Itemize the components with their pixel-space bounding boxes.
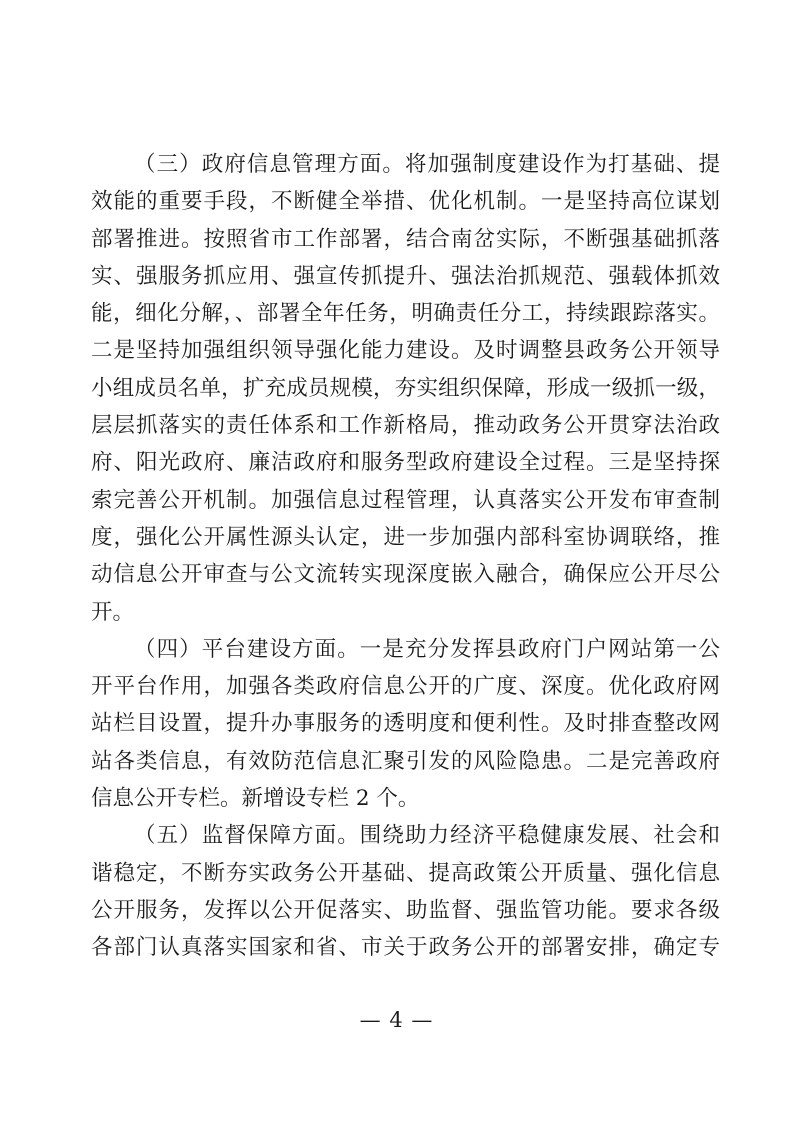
text-line: 信息公开专栏。新增设专栏 2 个。 (91, 786, 420, 812)
text-line: （三）政府信息管理方面。将加强制度建设作为打基础、提 (134, 152, 720, 177)
text-line: 索完善公开机制。加强信息过程管理，认真落实公开发布审查制 (91, 487, 720, 513)
text-line: 各部门认真落实国家和省、市关于政务公开的部署安排，确定专 (91, 935, 720, 961)
text-line: 度，强化公开属性源头认定，进一步加强内部科室协调联络，推 (91, 524, 720, 550)
text-line: 层层抓落实的责任体系和工作新格局，推动政务公开贯穿法治政 (91, 413, 720, 439)
text-line: 开平台作用，加强各类政府信息公开的广度、深度。优化政府网 (91, 674, 720, 700)
text-line: 开。 (91, 599, 135, 625)
text-line: 小组成员名单，扩充成员规模，夯实组织保障，形成一级抓一级， (91, 375, 720, 401)
page-number: — 4 — (359, 1008, 434, 1032)
text-line: 二是坚持加强组织领导强化能力建设。及时调整县政务公开领导 (91, 338, 720, 364)
text-line: 动信息公开审查与公文流转实现深度嵌入融合，确保应公开尽公 (91, 562, 720, 588)
text-line: 部署推进。按照省市工作部署，结合南岔实际，不断强基础抓落 (91, 226, 720, 252)
body-text-block (91, 146, 720, 967)
text-line: （五）监督保障方面。围绕助力经济平稳健康发展、社会和 (134, 823, 720, 849)
text-line: 站各类信息，有效防范信息汇聚引发的风险隐患。二是完善政府 (91, 748, 720, 774)
text-line: 谐稳定，不断夯实政务公开基础、提高政策公开质量、强化信息 (91, 860, 720, 886)
text-line: 站栏目设置，提升办事服务的透明度和便利性。及时排查整改网 (91, 711, 720, 737)
text-line: 效能的重要手段，不断健全举措、优化机制。一是坚持高位谋划 (91, 189, 720, 215)
paragraph-section-five (91, 817, 720, 966)
paragraph-section-three (91, 146, 720, 631)
text-line: 府、阳光政府、廉洁政府和服务型政府建设全过程。三是坚持探 (91, 450, 720, 476)
text-line: 实、强服务抓应用、强宣传抓提升、强法治抓规范、强载体抓效 (91, 263, 720, 289)
paragraph-section-four (91, 631, 720, 817)
text-line: （四）平台建设方面。一是充分发挥县政府门户网站第一公 (134, 636, 720, 662)
text-line: 能，细化分解，、部署全年任务，明确责任分工，持续跟踪落实。 (91, 301, 720, 327)
text-line: 公开服务，发挥以公开促落实、助监督、强监管功能。要求各级 (91, 897, 720, 923)
